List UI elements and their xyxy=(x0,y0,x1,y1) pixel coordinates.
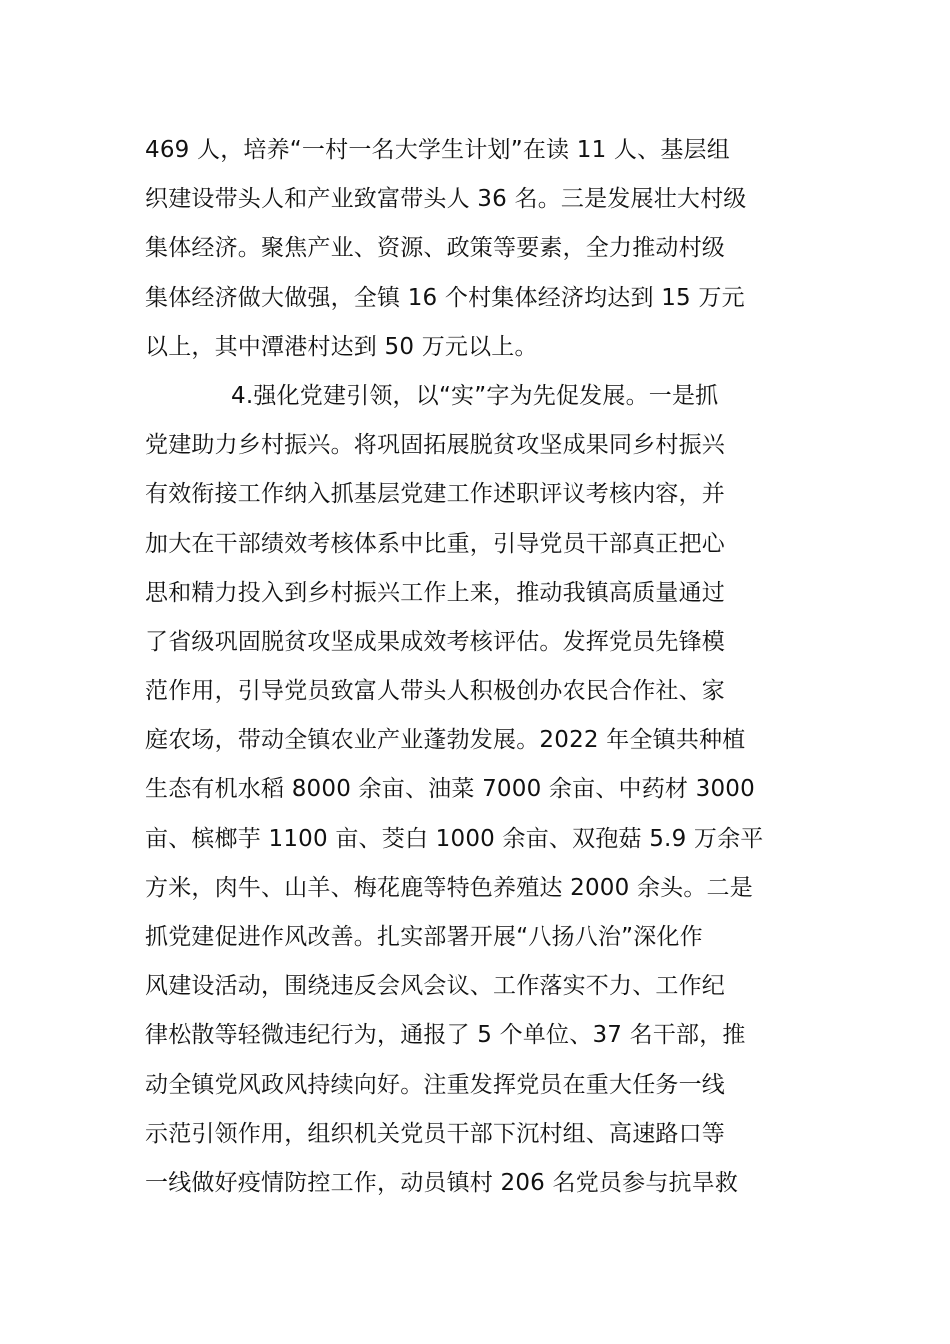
text-line: 了省级巩固脱贫攻坚成果成效考核评估。发挥党员先锋模 xyxy=(145,628,725,655)
text-line: 思和精力投入到乡村振兴工作上来，推动我镇高质量通过 xyxy=(145,579,725,606)
text-line: 加大在干部绩效考核体系中比重，引导党员干部真正把心 xyxy=(145,530,725,557)
text-line: 以上，其中潭港村达到 50 万元以上。 xyxy=(145,333,538,360)
text-line: 生态有机水稻 8000 余亩、油菜 7000 余亩、中药材 3000 xyxy=(145,776,755,803)
text-line: 风建设活动，围绕违反会风会议、工作落实不力、工作纪 xyxy=(145,973,725,1000)
text-line: 示范引领作用，组织机关党员干部下沉村组、高速路口等 xyxy=(145,1120,725,1147)
body-text xyxy=(145,126,810,1208)
section-heading-line: 4.强化党建引领，以“实”字为先促发展。一是抓 xyxy=(231,382,719,409)
text-line: 集体经济做大做强，全镇 16 个村集体经济均达到 15 万元 xyxy=(145,284,745,311)
text-line: 方米，肉牛、山羊、梅花鹿等特色养殖达 2000 余头。二是 xyxy=(145,874,753,901)
text-line: 亩、槟榔芋 1100 亩、茭白 1000 余亩、双孢菇 5.9 万余平 xyxy=(145,825,764,852)
text-line: 律松散等轻微违纪行为，通报了 5 个单位、37 名干部，推 xyxy=(145,1022,746,1049)
text-line: 469 人，培养“一村一名大学生计划”在读 11 人、基层组 xyxy=(145,137,730,163)
text-line: 党建助力乡村振兴。将巩固拓展脱贫攻坚成果同乡村振兴 xyxy=(145,432,725,459)
text-line: 织建设带头人和产业致富带头人 36 名。三是发展壮大村级 xyxy=(145,186,747,213)
text-line: 有效衔接工作纳入抓基层党建工作述职评议考核内容，并 xyxy=(145,481,725,508)
text-line: 一线做好疫情防控工作，动员镇村 206 名党员参与抗旱救 xyxy=(145,1169,739,1196)
text-line: 集体经济。聚焦产业、资源、政策等要素，全力推动村级 xyxy=(145,235,725,262)
text-line: 抓党建促进作风改善。扎实部署开展“八扬八治”深化作 xyxy=(145,924,703,950)
text-line: 庭农场，带动全镇农业产业蓬勃发展。2022 年全镇共种植 xyxy=(145,727,746,754)
text-line: 动全镇党风政风持续向好。注重发挥党员在重大任务一线 xyxy=(145,1071,725,1098)
text-line: 范作用，引导党员致富人带头人积极创办农民合作社、家 xyxy=(145,678,725,705)
